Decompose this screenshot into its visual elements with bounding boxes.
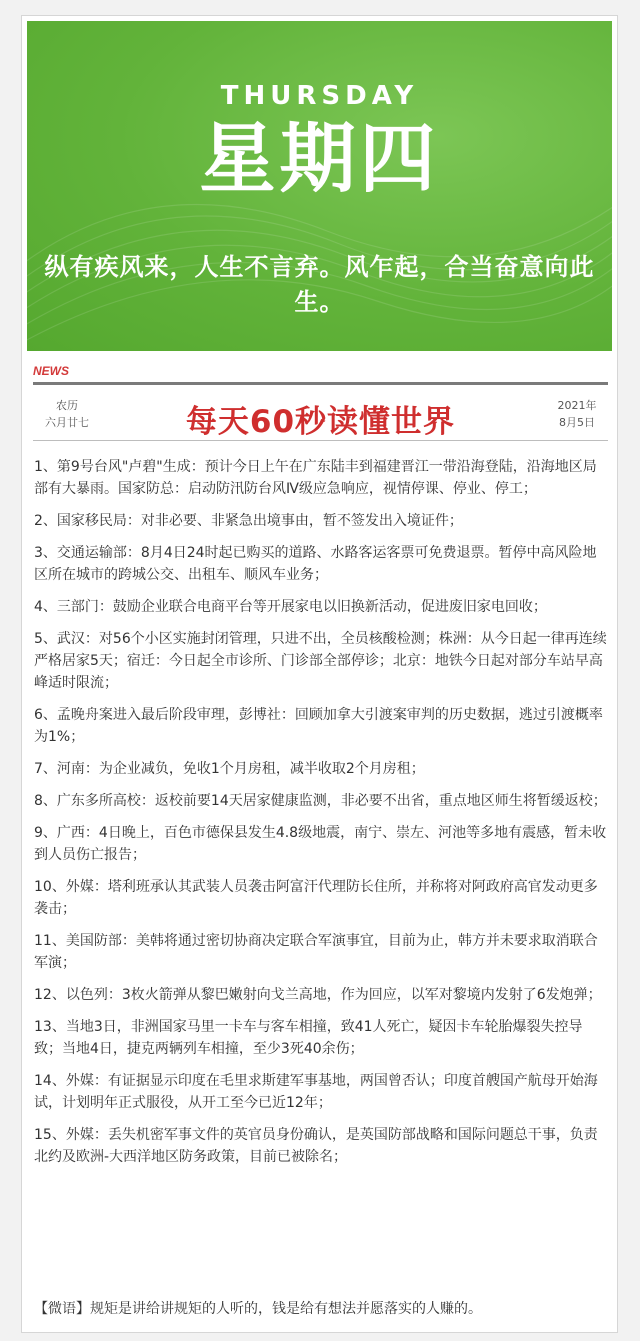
year: 2021年 <box>557 399 597 412</box>
lunar-date: 六月廿七 <box>45 416 89 429</box>
news-list <box>34 456 609 1178</box>
news-item: 2、国家移民局：对非必要、非紧急出境事由，暂不签发出入境证件； <box>34 513 463 529</box>
motto: 纵有疾风来，人生不言弃。风乍起，合当奋意向此生。 <box>44 253 595 316</box>
daily-quote: 【微语】规矩是讲给讲规矩的人听的，钱是给有想法并愿落实的人赚的。 <box>34 1301 482 1317</box>
day-chinese: 星期四 <box>199 114 440 203</box>
news-item: 13、当地3日，非洲国家马里一卡车与客车相撞，致41人死亡，疑因卡车轮胎爆裂失控导致；当地4日，捷克两辆列车相撞，至少3死40余伤； <box>34 1019 583 1057</box>
news-card <box>21 15 618 1333</box>
news-item: 11、美国防部：美韩将通过密切协商决定联合军演事宜，目前为止，韩方并未要求取消联合军演； <box>34 933 598 971</box>
page-title: 每天60秒读懂世界 <box>185 404 456 440</box>
news-item: 6、孟晚舟案进入最后阶段审理，彭博社：回顾加拿大引渡案审判的历史数据，逃过引渡概率为1%； <box>34 707 603 745</box>
news-item: 8、广东多所高校：返校前要14天居家健康监测，非必要不出省，重点地区师生将暂缓返校； <box>34 793 607 809</box>
news-item: 7、河南：为企业减负，免收1个月房租，减半收取2个月房租； <box>34 761 425 777</box>
gregorian-date-block <box>542 397 612 431</box>
lunar-label: 农历 <box>56 399 78 412</box>
news-item: 4、三部门：鼓励企业联合电商平台等开展家电以旧换新活动，促进废旧家电回收； <box>34 599 547 615</box>
date: 8月5日 <box>559 416 595 429</box>
banner <box>27 21 612 351</box>
news-item: 14、外媒：有证据显示印度在毛里求斯建军事基地，两国曾否认；印度首艘国产航母开始海试，计划明年正式服役，从开工至今已近12年； <box>34 1073 598 1111</box>
news-item: 10、外媒：塔利班承认其武装人员袭击阿富汗代理防长住所，并称将对阿政府高官发动更多袭击； <box>34 879 598 917</box>
news-item: 1、第9号台风"卢碧"生成：预计今日上午在广东陆丰到福建晋江一带沿海登陆，沿海地区局部有大暴雨。国家防总：启动防汛防台风Ⅳ级应急响应，视情停课、停业、停工； <box>34 459 597 497</box>
news-item: 15、外媒：丢失机密军事文件的英官员身份确认，是英国防部战略和国际问题总干事，负责北约及欧洲-大西洋地区防务政策，目前已被除名； <box>34 1127 598 1165</box>
day-english: THURSDAY <box>220 81 419 111</box>
news-item: 5、武汉：对56个小区实施封闭管理，只进不出，全员核酸检测；株洲：从今日起一律再连续严格居家5天；宿迁：今日起全市诊所、门诊部全部停诊；北京：地铁今日起对部分车站早高峰适时限流； <box>34 631 607 691</box>
news-item: 12、以色列：3枚火箭弹从黎巴嫩射向戈兰高地，作为回应，以军对黎境内发射了6发炮弹； <box>34 987 602 1003</box>
divider-thick <box>33 382 608 385</box>
news-tag: NEWS <box>33 364 69 378</box>
news-item: 3、交通运输部：8月4日24时起已购买的道路、水路客运客票可免费退票。暂停中高风险地区所在城市的跨城公交、出租车、顺风车业务； <box>34 545 597 583</box>
divider-thin <box>33 440 608 441</box>
news-item: 9、广西：4日晚上，百色市德保县发生4.8级地震，南宁、崇左、河池等多地有震感，暂未收到人员伤亡报告； <box>34 825 607 863</box>
